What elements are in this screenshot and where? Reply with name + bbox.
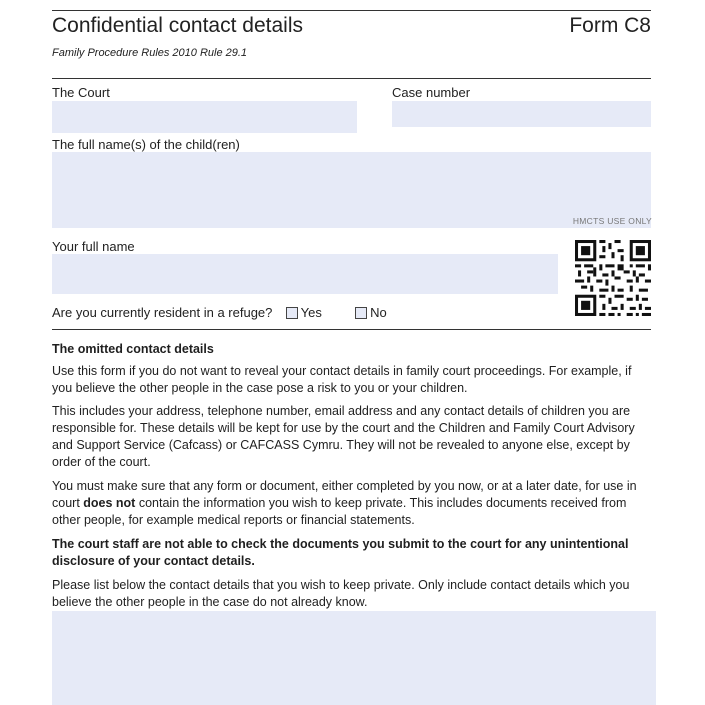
omitted-heading: The omitted contact details: [52, 342, 214, 356]
qr-code-icon: [575, 240, 651, 316]
refuge-yes-checkbox[interactable]: [286, 307, 298, 319]
children-names-field[interactable]: [52, 152, 651, 228]
para3-text-start: You must make sure that any form or document, either completed by you now, or at a later date, for use in court: [52, 479, 637, 510]
refuge-question: Are you currently resident in a refuge?: [52, 305, 273, 320]
disclosure-warning: The court staff are not able to check the documents you submit to the court for any unintentional disclosure of your contact details.: [52, 537, 629, 568]
qr-finder-top-right: [630, 240, 651, 261]
refuge-yes-label: Yes: [300, 305, 322, 320]
qr-finder-top-left: [575, 240, 596, 261]
para3-text-end: contain the information you wish to keep private. This includes documents received from other people, for example medical reports or financial statements.: [52, 496, 627, 527]
form-number: Form C8: [569, 14, 651, 37]
form-subtitle: Family Procedure Rules 2010 Rule 29.1: [52, 47, 248, 59]
refuge-question-row: [52, 305, 387, 320]
hmcts-use-only-label: HMCTS USE ONLY: [572, 216, 652, 226]
omitted-paragraph-4: Please list below the contact details that you wish to keep private. Only include contact details which you believe the other people in the case do not already know.: [52, 578, 630, 609]
para3-emphasis: does not: [83, 496, 136, 510]
omitted-paragraph-1: Use this form if you do not want to reveal your contact details in family court proceedings. For example, if you believe the other people in the case pose a risk to you or your children.: [52, 364, 632, 395]
court-field[interactable]: [52, 101, 357, 133]
refuge-no-checkbox[interactable]: [355, 307, 367, 319]
refuge-no-label: No: [370, 305, 387, 320]
court-label: The Court: [52, 85, 110, 100]
children-label: The full name(s) of the child(ren): [52, 137, 240, 152]
case-number-label: Case number: [392, 85, 471, 100]
page-title: Confidential contact details: [52, 14, 303, 37]
full-name-field[interactable]: [52, 254, 558, 294]
qr-finder-bottom-left: [575, 295, 596, 316]
top-rule: [52, 10, 651, 11]
omitted-paragraph-2: This includes your address, telephone number, email address and any contact details of children you are responsible for. These details will be kept for use by the court and the Children and Family Court Advisory and Support Service (Cafcass) or CAFCASS Cymru. They will not be revealed to anyone else, except by order of the court.: [52, 404, 635, 469]
case-number-field[interactable]: [392, 101, 651, 127]
private-details-field[interactable]: [52, 611, 656, 705]
full-name-label: Your full name: [52, 239, 135, 254]
header-rule: [52, 78, 651, 79]
omitted-paragraph-3: [52, 478, 652, 529]
section-rule: [52, 329, 651, 330]
